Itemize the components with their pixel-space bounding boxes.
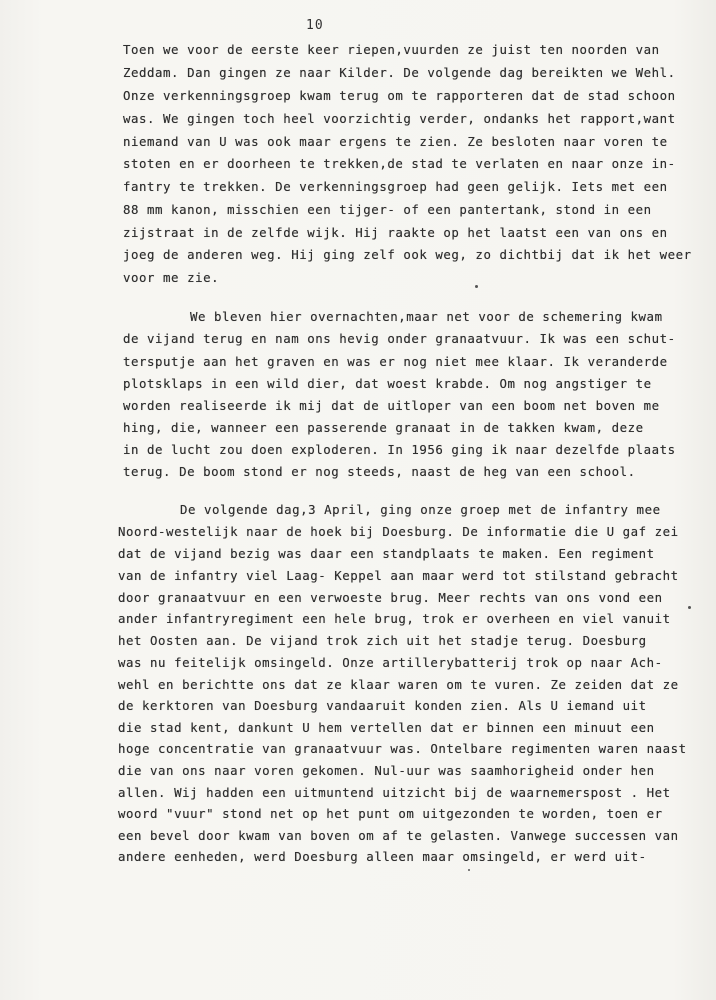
text-line: terug. De boom stond er nog steeds, naast de heg van een school. — [123, 464, 636, 479]
text-line: die van ons naar voren gekomen. Nul-uur was saamhorigheid onder hen — [118, 763, 655, 778]
text-line: van de infantry viel Laag- Keppel aan maar werd tot stilstand gebracht — [118, 568, 679, 583]
text-line: die stad kent, dankunt U hem vertellen dat er binnen een minuut een — [118, 720, 655, 735]
text-line: Onze verkenningsgroep kwam terug om te rapporteren dat de stad schoon — [123, 88, 676, 103]
text-line: allen. Wij hadden een uitmuntend uitzicht bij de waarnemerspost . Het — [118, 785, 671, 800]
text-line: Toen we voor de eerste keer riepen,vuurden ze juist ten noorden van — [123, 42, 660, 57]
text-line: voor me zie. — [123, 270, 220, 285]
text-line: fantry te trekken. De verkenningsgroep had geen gelijk. Iets met een — [123, 179, 668, 194]
text-line: was. We gingen toch heel voorzichtig verder, ondanks het rapport,want — [123, 111, 676, 126]
text-line: joeg de anderen weg. Hij ging zelf ook weg, zo dichtbij dat ik het weer — [123, 247, 692, 262]
text-line: andere eenheden, werd Doesburg alleen maar omsingeld, er werd uit- — [118, 849, 647, 864]
text-line: wehl en berichtte ons dat ze klaar waren om te vuren. Ze zeiden dat ze — [118, 677, 679, 692]
text-line: ander infantryregiment een hele brug, trok er overheen en viel vanuit — [118, 611, 671, 626]
speck-mark — [468, 869, 470, 871]
text-line: tersputje aan het graven en was er nog niet mee klaar. Ik veranderde — [123, 354, 668, 369]
text-line: een bevel door kwam van boven om af te gelasten. Vanwege successen van — [118, 828, 679, 843]
text-line: plotsklaps in een wild dier, dat woest krabde. Om nog angstiger te — [123, 376, 652, 391]
text-line: Noord-westelijk naar de hoek bij Doesburg. De informatie die U gaf zei — [118, 524, 679, 539]
text-line: De volgende dag,3 April, ging onze groep met de infantry mee — [180, 502, 661, 517]
text-line: niemand van U was ook maar ergens te zien. Ze besloten naar voren te — [123, 134, 668, 149]
speck-mark — [688, 606, 691, 609]
text-line: de vijand terug en nam ons hevig onder granaatvuur. Ik was een schut- — [123, 331, 676, 346]
speck-mark — [475, 285, 478, 288]
text-line: We bleven hier overnachten,maar net voor de schemering kwam — [190, 309, 663, 324]
text-line: door granaatvuur en een verwoeste brug. Meer rechts van ons vond een — [118, 590, 663, 605]
text-line: Zeddam. Dan gingen ze naar Kilder. De volgende dag bereikten we Wehl. — [123, 65, 676, 80]
text-line: in de lucht zou doen exploderen. In 1956 ging ik naar dezelfde plaats — [123, 442, 676, 457]
text-line: hoge concentratie van granaatvuur was. Ontelbare regimenten waren naast — [118, 741, 687, 756]
text-line: zijstraat in de zelfde wijk. Hij raakte op het laatst een van ons en — [123, 225, 668, 240]
page-number: 10 — [306, 18, 324, 33]
text-line: het Oosten aan. De vijand trok zich uit het stadje terug. Doesburg — [118, 633, 647, 648]
text-line: dat de vijand bezig was daar een standplaats te maken. Een regiment — [118, 546, 655, 561]
text-line: 88 mm kanon, misschien een tijger- of een pantertank, stond in een — [123, 202, 652, 217]
text-line: hing, die, wanneer een passerende granaat in de takken kwam, deze — [123, 420, 644, 435]
text-line: woord "vuur" stond net op het punt om uitgezonden te worden, toen er — [118, 806, 663, 821]
text-line: worden realiseerde ik mij dat de uitloper van een boom net boven me — [123, 398, 660, 413]
text-line: de kerktoren van Doesburg vandaaruit konden zien. Als U iemand uit — [118, 698, 647, 713]
text-line: was nu feitelijk omsingeld. Onze artillerybatterij trok op naar Ach- — [118, 655, 663, 670]
text-line: stoten en er doorheen te trekken,de stad te verlaten en naar onze in- — [123, 156, 676, 171]
